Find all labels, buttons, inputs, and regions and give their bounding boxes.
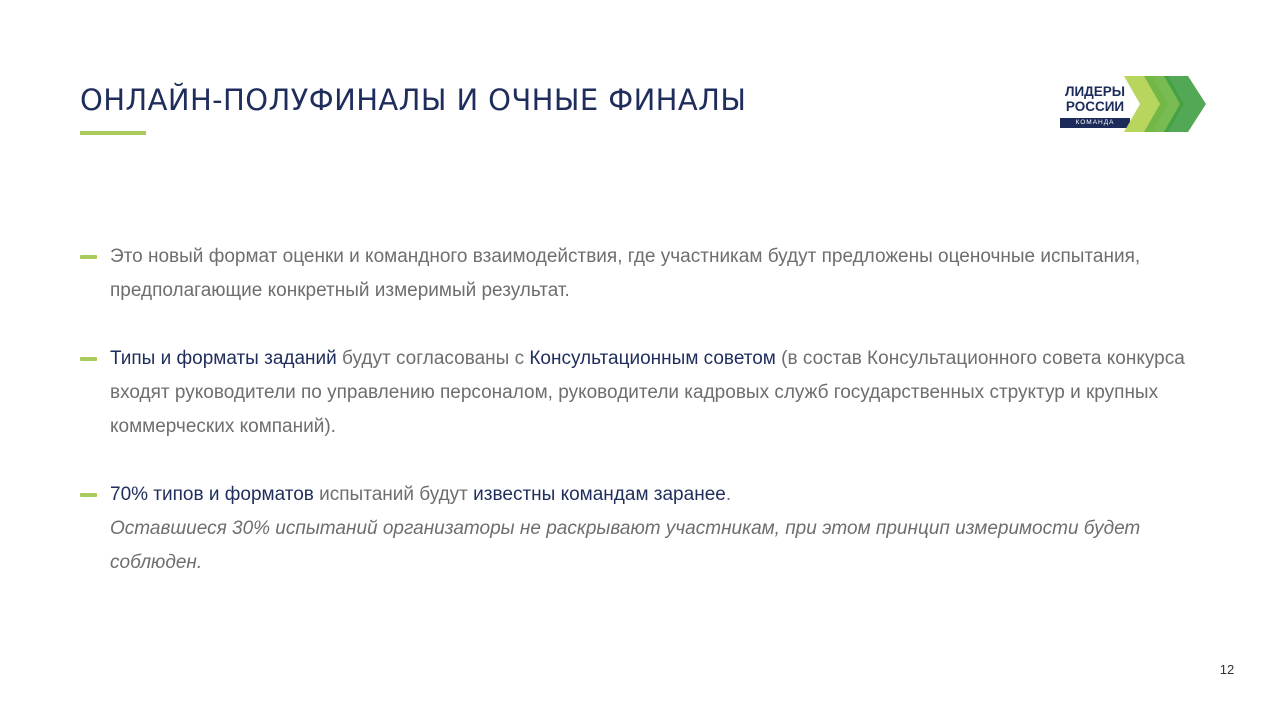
bullet-item: [80, 240, 1200, 308]
bullet-emphasis: известны командам заранее: [473, 484, 726, 505]
dash-icon: [80, 255, 97, 259]
bullet-emphasis: Типы и форматы заданий: [110, 348, 337, 369]
logo-line-1: ЛИДЕРЫ: [1064, 84, 1126, 99]
logo-line-2: РОССИИ: [1065, 99, 1125, 114]
page-number: 12: [1219, 662, 1235, 677]
bullet-text: (в состав Консультационного совета конкурса входят руководители по управлению персоналом, руководители кадровых служб государственных структур и крупных коммерческих компаний).: [110, 348, 1185, 437]
bullet-emphasis: 70% типов и форматов: [110, 484, 314, 505]
bullet-emphasis: Консультационным советом: [529, 348, 776, 369]
bullet-text: .: [725, 484, 732, 505]
logo: [1060, 76, 1206, 132]
dash-icon: [80, 493, 97, 497]
dash-icon: [80, 357, 97, 361]
logo-subtitle: КОМАНДА: [1060, 118, 1130, 128]
bullet-text: Это новый формат оценки и командного взаимодействия, где участникам будут предложены оценочные испытания, предполагающие конкретный измеримый результат.: [110, 246, 1141, 301]
bullet-note: Оставшиеся 30% испытаний организаторы не раскрывают участникам, при этом принцип измеримости будет соблюден.: [110, 518, 1141, 573]
bullet-list: [80, 240, 1200, 580]
chevrons-icon: [1122, 76, 1206, 132]
logo-text: [1060, 84, 1130, 114]
page-title: ОНЛАЙН-ПОЛУФИНАЛЫ И ОЧНЫЕ ФИНАЛЫ: [80, 83, 747, 117]
bullet-text: будут согласованы с: [336, 348, 530, 369]
bullet-text: испытаний будут: [313, 484, 474, 505]
bullet-item: [80, 478, 1200, 580]
bullet-item: [80, 342, 1200, 444]
title-underline: [80, 131, 146, 135]
